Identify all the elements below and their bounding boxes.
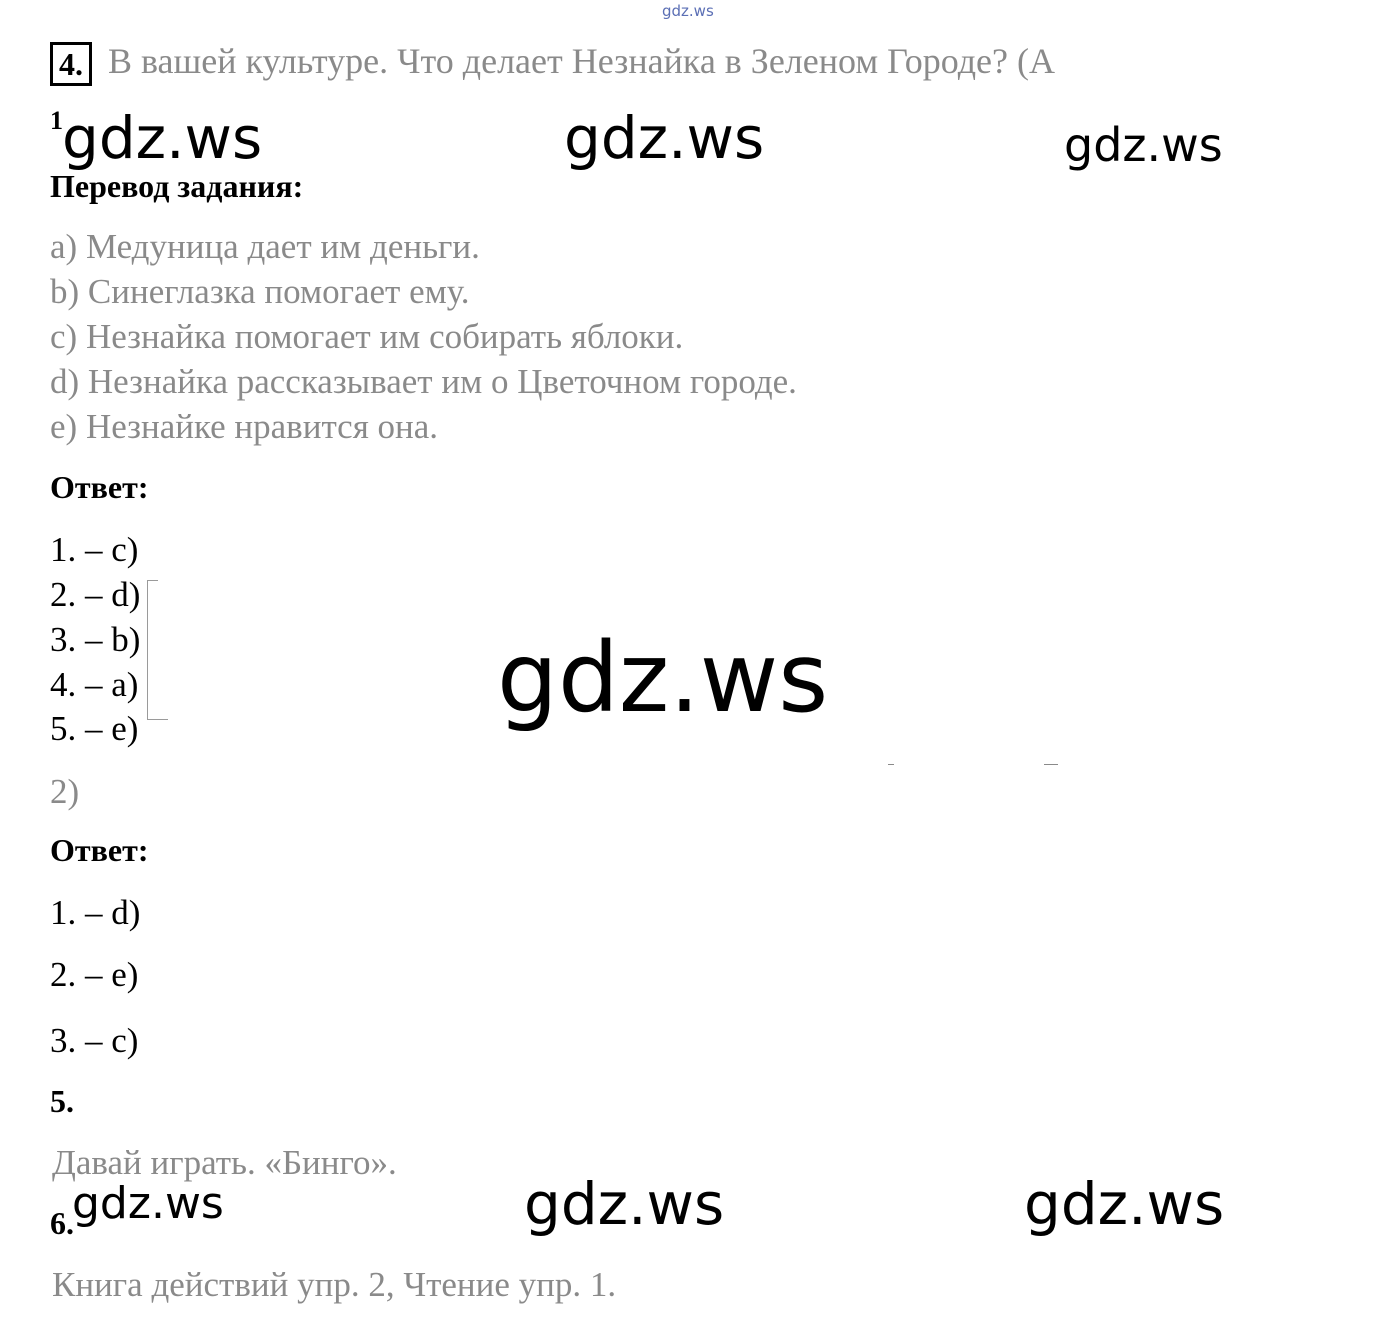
answer-bracket: [147, 580, 167, 720]
task-6-number: 6.: [50, 1205, 74, 1241]
answer-item: 2. – e): [50, 955, 139, 994]
translation-item: a) Медуница дает им деньги.: [50, 227, 480, 266]
part-1-label: 1: [50, 106, 63, 135]
answer-item: 3. – b): [50, 620, 141, 659]
task-5-text: Давай играть. «Бинго».: [52, 1143, 397, 1182]
header-watermark: gdz.ws: [662, 2, 714, 20]
watermark: gdz.ws: [1064, 118, 1223, 172]
translation-item: c) Незнайка помогает им собирать яблоки.: [50, 317, 684, 356]
answer-item: 1. – c): [50, 530, 139, 569]
translation-item: b) Синеглазка помогает ему.: [50, 272, 470, 311]
part-2-label: 2): [50, 772, 80, 811]
stray-mark: [888, 764, 894, 765]
watermark: gdz.ws: [62, 104, 263, 172]
translation-item: d) Незнайка рассказывает им о Цветочном городе.: [50, 362, 797, 401]
answer-item: 4. – a): [50, 665, 139, 704]
task-6-text: Книга действий упр. 2, Чтение упр. 1.: [52, 1265, 617, 1304]
translation-item: e) Незнайке нравится она.: [50, 407, 439, 446]
answer-item: 1. – d): [50, 893, 141, 932]
watermark: gdz.ws: [72, 1178, 224, 1229]
stray-mark: [1044, 764, 1058, 765]
watermark: gdz.ws: [524, 1170, 725, 1238]
answer-heading: Ответ:: [50, 832, 149, 868]
watermark: gdz.ws: [1024, 1170, 1225, 1238]
answer-heading: Ответ:: [50, 469, 149, 505]
answer-item: 3. – c): [50, 1021, 139, 1060]
task-title: В вашей культуре. Что делает Незнайка в Зеленом Городе? (А: [108, 41, 1055, 81]
answer-item: 5. – e): [50, 709, 139, 748]
translation-heading: Перевод задания:: [50, 168, 304, 204]
task-number-box: 4.: [50, 42, 92, 86]
watermark: gdz.ws: [497, 622, 829, 734]
answer-item: 2. – d): [50, 575, 141, 614]
task-5-number: 5.: [50, 1083, 74, 1119]
watermark: gdz.ws: [564, 104, 765, 172]
